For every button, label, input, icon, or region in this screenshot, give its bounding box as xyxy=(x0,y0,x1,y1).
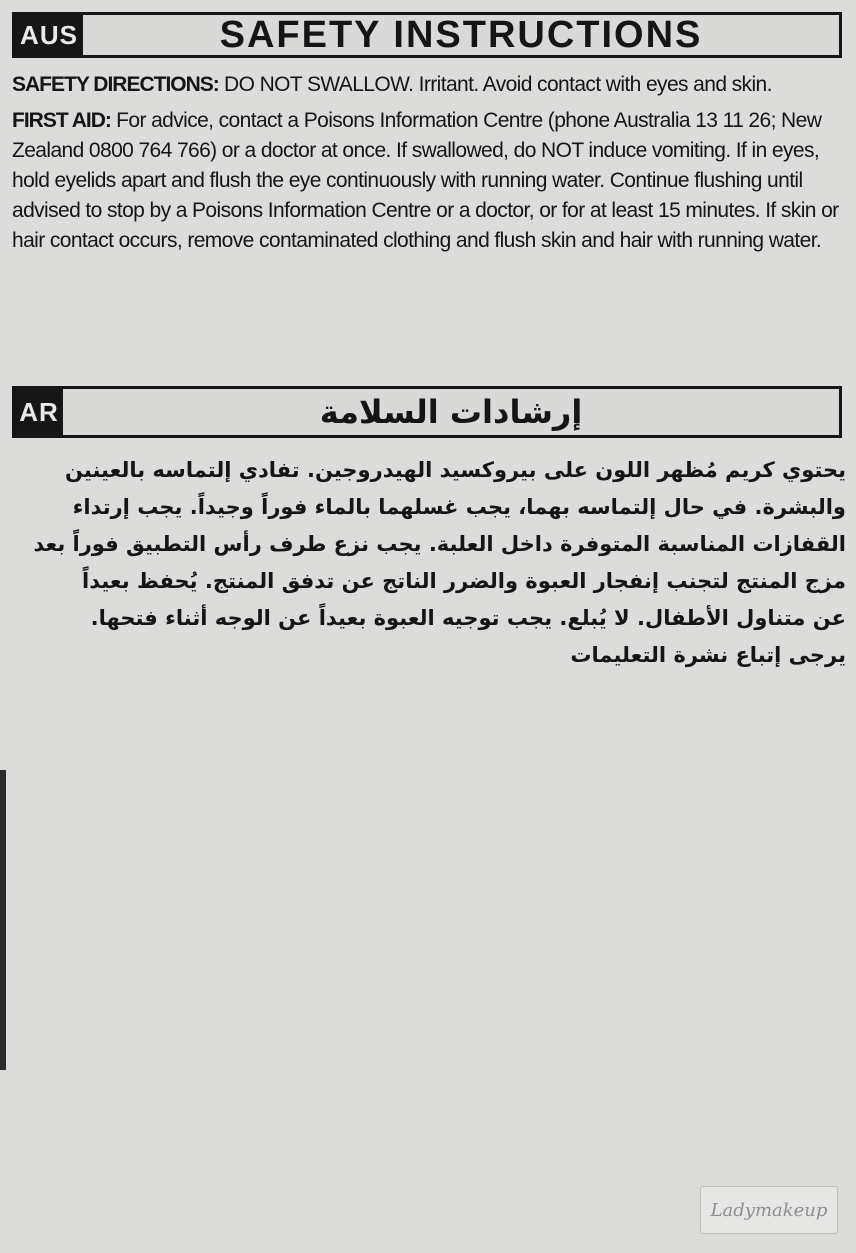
ar-line: عن متناول الأطفال. لا يُبلع. يجب توجيه العبوة بعيداً عن الوجه أثناء فتحها. xyxy=(90,606,846,630)
first-aid xyxy=(12,106,848,256)
first-aid-text: For advice, contact a Poisons Information Centre (phone Australia 13 11 26; New Zealand 0800 764 766) or a doctor at once. If swallowed, do NOT induce vomiting. If in eyes, hold eyelids apart and flush the eye continuously with running water. Continue flushing until advised to stop by a Poisons Information Centre or a doctor, or for at least 15 minutes. If skin or hair contact occurs, remove contaminated clothing and flush skin and hair with running water. xyxy=(12,109,839,252)
watermark-logo: Ladymakeup xyxy=(700,1186,838,1234)
aus-code-badge: AUS xyxy=(15,15,83,55)
safety-directions-label: SAFETY DIRECTIONS: xyxy=(12,73,219,96)
ar-line: مزج المنتج لتجنب إنفجار العبوة والضرر الناتج عن تدفق المنتج. يُحفظ بعيداً xyxy=(82,569,846,593)
safety-directions-text: DO NOT SWALLOW. Irritant. Avoid contact with eyes and skin. xyxy=(224,73,772,96)
ar-body xyxy=(8,452,846,674)
aus-title: SAFETY INSTRUCTIONS xyxy=(219,13,703,56)
safety-directions xyxy=(12,70,848,100)
aus-body xyxy=(12,70,848,262)
ar-header xyxy=(12,386,842,438)
ar-code-badge: AR xyxy=(15,389,63,435)
bottle-edge-shadow xyxy=(0,770,6,1070)
ar-line: يرجى إتباع نشرة التعليمات xyxy=(570,643,846,667)
first-aid-label: FIRST AID: xyxy=(12,109,111,132)
ar-line: القفازات المناسبة المتوفرة داخل العلبة. يجب نزع طرف رأس التطبيق فوراً بعد xyxy=(33,532,846,556)
ar-title: إرشادات السلامة xyxy=(319,393,583,431)
ar-line: والبشرة. في حال إلتماسه بهما، يجب غسلهما بالماء فوراً وجيداً. يجب إرتداء xyxy=(72,495,846,519)
ar-line: يحتوي كريم مُظهر اللون على بيروكسيد الهيدروجين. تفادي إلتماسه بالعينين xyxy=(65,458,846,482)
aus-header xyxy=(12,12,842,58)
